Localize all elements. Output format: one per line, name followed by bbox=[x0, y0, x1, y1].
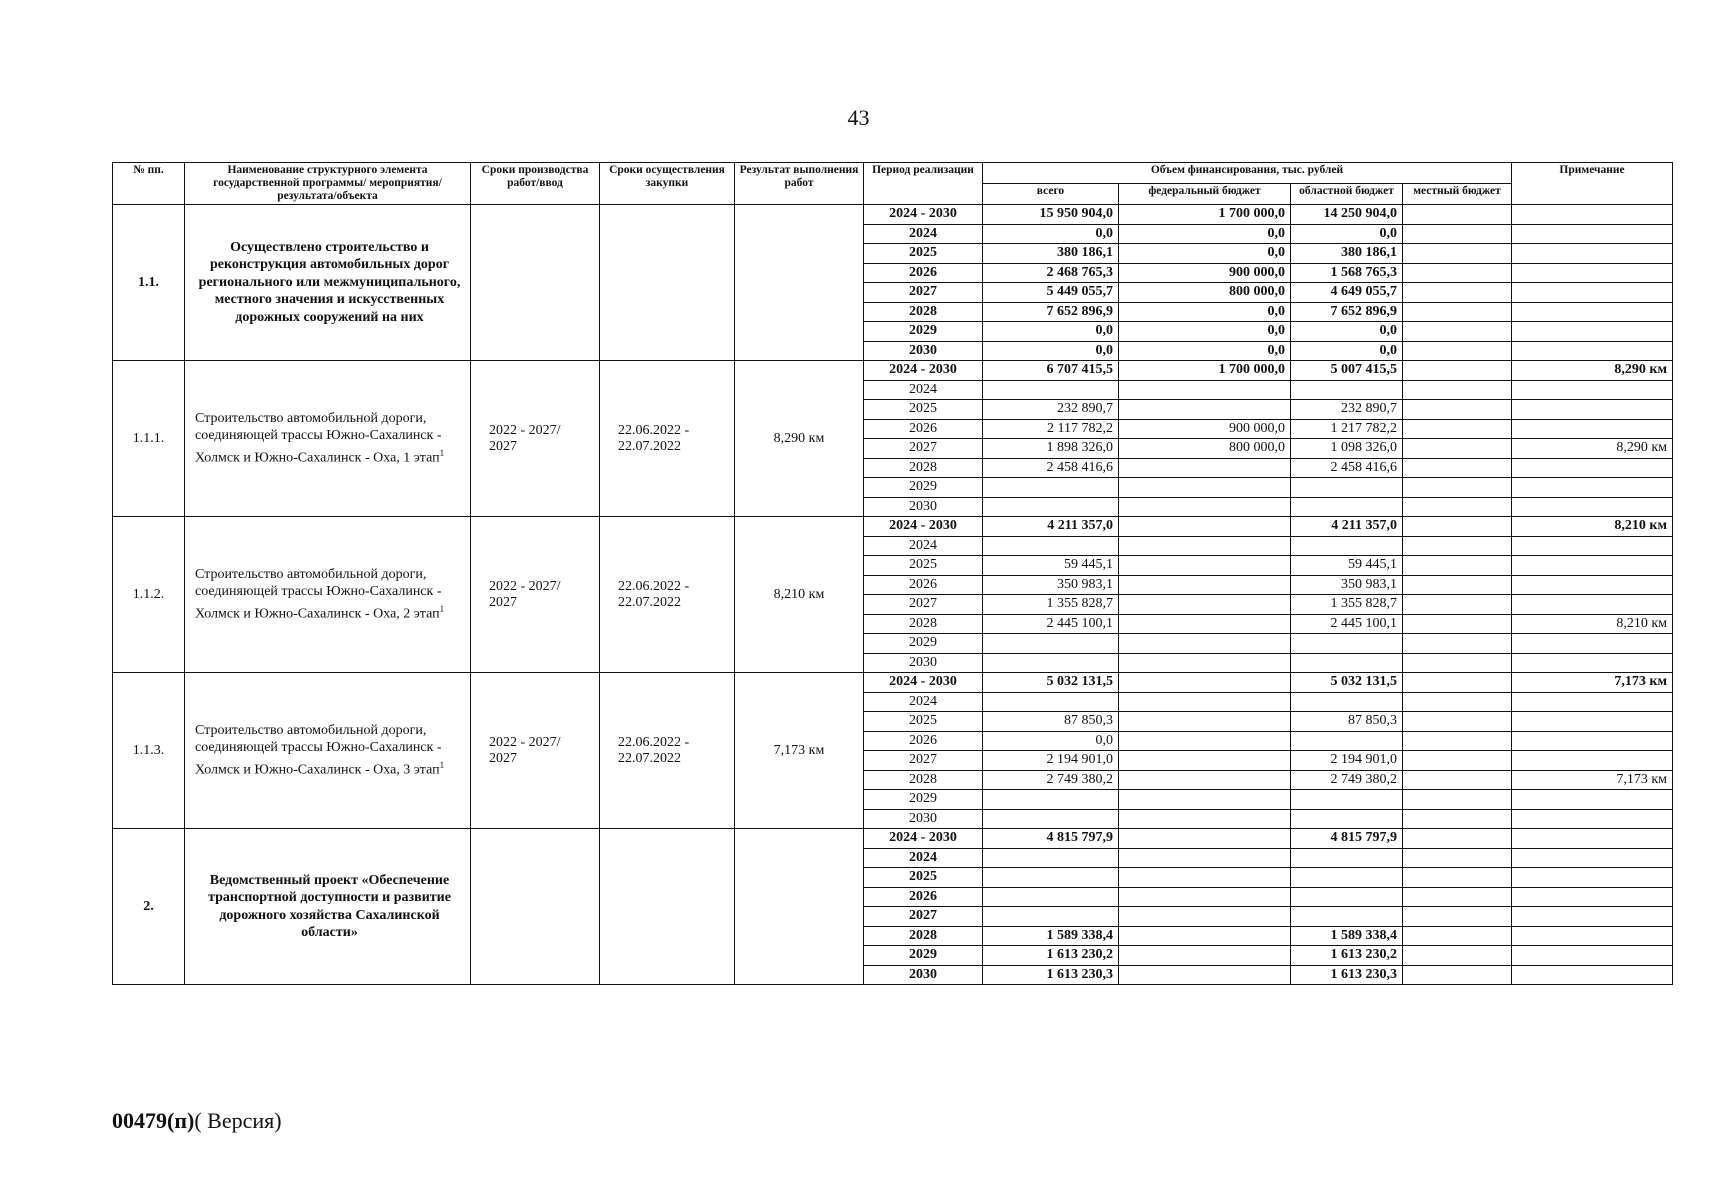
regional-cell: 0,0 bbox=[1291, 224, 1403, 244]
total-cell: 2 194 901,0 bbox=[983, 751, 1119, 771]
note-cell: 8,210 км bbox=[1512, 517, 1673, 537]
regional-cell bbox=[1291, 848, 1403, 868]
note-cell bbox=[1512, 478, 1673, 498]
total-cell: 87 850,3 bbox=[983, 712, 1119, 732]
header-dates: Сроки производства работ/ввод bbox=[471, 163, 600, 205]
note-cell bbox=[1512, 926, 1673, 946]
note-cell: 7,173 км bbox=[1512, 770, 1673, 790]
federal-cell: 0,0 bbox=[1119, 322, 1291, 342]
note-cell bbox=[1512, 302, 1673, 322]
element-name: Строительство автомобильной дороги, соединяющей трассы Южно-Сахалинск - Холмск и Южно-Сахалинск - Оха, 2 этап bbox=[195, 566, 442, 622]
total-cell: 232 890,7 bbox=[983, 400, 1119, 420]
total-cell bbox=[983, 790, 1119, 810]
total-cell: 350 983,1 bbox=[983, 575, 1119, 595]
element-name-cell bbox=[185, 361, 471, 517]
period-cell: 2027 bbox=[864, 439, 983, 459]
note-cell bbox=[1512, 244, 1673, 264]
federal-cell bbox=[1119, 458, 1291, 478]
local-cell bbox=[1403, 926, 1512, 946]
header-name: Наименование структурного элемента государственной программы/ мероприятия/результата/объекта bbox=[185, 163, 471, 205]
total-cell: 2 117 782,2 bbox=[983, 419, 1119, 439]
federal-cell bbox=[1119, 868, 1291, 888]
regional-cell: 4 211 357,0 bbox=[1291, 517, 1403, 537]
total-cell bbox=[983, 497, 1119, 517]
element-name-cell bbox=[185, 829, 471, 985]
federal-cell bbox=[1119, 751, 1291, 771]
period-cell: 2028 bbox=[864, 458, 983, 478]
page-number: 43 bbox=[847, 105, 870, 130]
purchase-dates bbox=[600, 205, 735, 361]
period-cell: 2028 bbox=[864, 926, 983, 946]
regional-cell bbox=[1291, 497, 1403, 517]
period-cell: 2026 bbox=[864, 731, 983, 751]
federal-cell: 0,0 bbox=[1119, 302, 1291, 322]
period-cell: 2024 - 2030 bbox=[864, 673, 983, 693]
regional-cell bbox=[1291, 536, 1403, 556]
local-cell bbox=[1403, 907, 1512, 927]
regional-cell: 232 890,7 bbox=[1291, 400, 1403, 420]
local-cell bbox=[1403, 673, 1512, 693]
total-cell bbox=[983, 634, 1119, 654]
work-result: 7,173 км bbox=[735, 673, 864, 829]
local-cell bbox=[1403, 536, 1512, 556]
regional-cell: 1 098 326,0 bbox=[1291, 439, 1403, 459]
local-cell bbox=[1403, 517, 1512, 537]
note-cell bbox=[1512, 809, 1673, 829]
header-number: № пп. bbox=[113, 163, 185, 205]
local-cell bbox=[1403, 205, 1512, 225]
period-cell: 2029 bbox=[864, 946, 983, 966]
local-cell bbox=[1403, 380, 1512, 400]
federal-cell bbox=[1119, 790, 1291, 810]
regional-cell bbox=[1291, 380, 1403, 400]
note-cell bbox=[1512, 887, 1673, 907]
total-cell: 5 449 055,7 bbox=[983, 283, 1119, 303]
total-cell bbox=[983, 887, 1119, 907]
total-cell: 2 458 416,6 bbox=[983, 458, 1119, 478]
regional-cell bbox=[1291, 868, 1403, 888]
work-result bbox=[735, 205, 864, 361]
federal-cell bbox=[1119, 653, 1291, 673]
period-cell: 2025 bbox=[864, 712, 983, 732]
regional-cell bbox=[1291, 653, 1403, 673]
federal-cell bbox=[1119, 536, 1291, 556]
funding-table bbox=[112, 162, 1673, 985]
note-cell: 8,290 км bbox=[1512, 439, 1673, 459]
element-name: Строительство автомобильной дороги, соединяющей трассы Южно-Сахалинск - Холмск и Южно-Сахалинск - Оха, 3 этап bbox=[195, 722, 442, 778]
federal-cell bbox=[1119, 556, 1291, 576]
regional-cell: 350 983,1 bbox=[1291, 575, 1403, 595]
federal-cell bbox=[1119, 478, 1291, 498]
local-cell bbox=[1403, 790, 1512, 810]
total-cell: 2 445 100,1 bbox=[983, 614, 1119, 634]
local-cell bbox=[1403, 692, 1512, 712]
local-cell bbox=[1403, 653, 1512, 673]
total-cell bbox=[983, 653, 1119, 673]
federal-cell bbox=[1119, 887, 1291, 907]
period-cell: 2024 - 2030 bbox=[864, 517, 983, 537]
local-cell bbox=[1403, 341, 1512, 361]
note-cell bbox=[1512, 341, 1673, 361]
header-regional: областной бюджет bbox=[1291, 184, 1403, 205]
work-result: 8,290 км bbox=[735, 361, 864, 517]
local-cell bbox=[1403, 595, 1512, 615]
local-cell bbox=[1403, 770, 1512, 790]
note-cell bbox=[1512, 224, 1673, 244]
note-cell bbox=[1512, 400, 1673, 420]
note-cell bbox=[1512, 965, 1673, 985]
local-cell bbox=[1403, 497, 1512, 517]
federal-cell bbox=[1119, 829, 1291, 849]
note-cell bbox=[1512, 322, 1673, 342]
note-cell bbox=[1512, 751, 1673, 771]
note-cell bbox=[1512, 731, 1673, 751]
total-cell: 0,0 bbox=[983, 322, 1119, 342]
federal-cell: 1 700 000,0 bbox=[1119, 361, 1291, 381]
purchase-dates: 22.06.2022 - 22.07.2022 bbox=[600, 673, 735, 829]
local-cell bbox=[1403, 887, 1512, 907]
regional-cell: 0,0 bbox=[1291, 341, 1403, 361]
document-version: ( Версия) bbox=[194, 1108, 282, 1133]
period-cell: 2029 bbox=[864, 790, 983, 810]
header-period: Период реализации bbox=[864, 163, 983, 205]
federal-cell: 0,0 bbox=[1119, 341, 1291, 361]
note-cell bbox=[1512, 868, 1673, 888]
regional-cell: 4 815 797,9 bbox=[1291, 829, 1403, 849]
local-cell bbox=[1403, 322, 1512, 342]
local-cell bbox=[1403, 419, 1512, 439]
period-cell: 2027 bbox=[864, 907, 983, 927]
period-cell: 2030 bbox=[864, 653, 983, 673]
total-cell: 380 186,1 bbox=[983, 244, 1119, 264]
regional-cell: 380 186,1 bbox=[1291, 244, 1403, 264]
regional-cell bbox=[1291, 634, 1403, 654]
total-cell: 0,0 bbox=[983, 731, 1119, 751]
header-purchase: Сроки осуществления закупки bbox=[600, 163, 735, 205]
federal-cell bbox=[1119, 965, 1291, 985]
total-cell: 4 815 797,9 bbox=[983, 829, 1119, 849]
federal-cell bbox=[1119, 731, 1291, 751]
regional-cell: 1 613 230,3 bbox=[1291, 965, 1403, 985]
note-cell bbox=[1512, 556, 1673, 576]
purchase-dates bbox=[600, 829, 735, 985]
footnote-mark: 1 bbox=[439, 759, 445, 770]
period-cell: 2024 bbox=[864, 536, 983, 556]
element-name: Ведомственный проект «Обеспечение транспортной доступности и развитие дорожного хозяйства Сахалинской области» bbox=[208, 872, 451, 940]
period-cell: 2027 bbox=[864, 751, 983, 771]
table-row bbox=[113, 829, 1673, 849]
period-cell: 2030 bbox=[864, 965, 983, 985]
federal-cell bbox=[1119, 946, 1291, 966]
row-number: 1.1.3. bbox=[113, 673, 185, 829]
total-cell: 4 211 357,0 bbox=[983, 517, 1119, 537]
local-cell bbox=[1403, 614, 1512, 634]
federal-cell bbox=[1119, 926, 1291, 946]
regional-cell: 7 652 896,9 bbox=[1291, 302, 1403, 322]
header-local: местный бюджет bbox=[1403, 184, 1512, 205]
note-cell: 7,173 км bbox=[1512, 673, 1673, 693]
local-cell bbox=[1403, 965, 1512, 985]
total-cell: 0,0 bbox=[983, 341, 1119, 361]
period-cell: 2030 bbox=[864, 341, 983, 361]
document-code: 00479(п) bbox=[112, 1108, 195, 1133]
federal-cell bbox=[1119, 575, 1291, 595]
table-row bbox=[113, 205, 1673, 225]
total-cell: 1 589 338,4 bbox=[983, 926, 1119, 946]
regional-cell bbox=[1291, 907, 1403, 927]
note-cell bbox=[1512, 419, 1673, 439]
regional-cell bbox=[1291, 478, 1403, 498]
regional-cell bbox=[1291, 887, 1403, 907]
note-cell bbox=[1512, 907, 1673, 927]
note-cell bbox=[1512, 692, 1673, 712]
period-cell: 2024 bbox=[864, 224, 983, 244]
total-cell: 5 032 131,5 bbox=[983, 673, 1119, 693]
period-cell: 2027 bbox=[864, 283, 983, 303]
note-cell bbox=[1512, 634, 1673, 654]
regional-cell: 4 649 055,7 bbox=[1291, 283, 1403, 303]
regional-cell: 87 850,3 bbox=[1291, 712, 1403, 732]
regional-cell: 1 568 765,3 bbox=[1291, 263, 1403, 283]
period-cell: 2028 bbox=[864, 302, 983, 322]
total-cell bbox=[983, 848, 1119, 868]
federal-cell bbox=[1119, 517, 1291, 537]
note-cell bbox=[1512, 380, 1673, 400]
total-cell: 7 652 896,9 bbox=[983, 302, 1119, 322]
period-cell: 2029 bbox=[864, 478, 983, 498]
period-cell: 2029 bbox=[864, 322, 983, 342]
note-cell bbox=[1512, 790, 1673, 810]
regional-cell: 2 458 416,6 bbox=[1291, 458, 1403, 478]
regional-cell: 59 445,1 bbox=[1291, 556, 1403, 576]
purchase-dates: 22.06.2022 - 22.07.2022 bbox=[600, 517, 735, 673]
local-cell bbox=[1403, 302, 1512, 322]
regional-cell: 1 613 230,2 bbox=[1291, 946, 1403, 966]
footnote-mark: 1 bbox=[439, 447, 445, 458]
header-total: всего bbox=[983, 184, 1119, 205]
period-cell: 2030 bbox=[864, 809, 983, 829]
total-cell bbox=[983, 536, 1119, 556]
document-footer bbox=[112, 1108, 282, 1134]
element-name-cell bbox=[185, 517, 471, 673]
period-cell: 2028 bbox=[864, 770, 983, 790]
total-cell: 1 355 828,7 bbox=[983, 595, 1119, 615]
element-name-cell bbox=[185, 205, 471, 361]
period-cell: 2024 bbox=[864, 692, 983, 712]
regional-cell bbox=[1291, 790, 1403, 810]
federal-cell: 800 000,0 bbox=[1119, 439, 1291, 459]
period-cell: 2026 bbox=[864, 887, 983, 907]
local-cell bbox=[1403, 868, 1512, 888]
work-dates: 2022 - 2027/ 2027 bbox=[471, 673, 600, 829]
federal-cell bbox=[1119, 380, 1291, 400]
work-result bbox=[735, 829, 864, 985]
local-cell bbox=[1403, 283, 1512, 303]
note-cell bbox=[1512, 536, 1673, 556]
federal-cell: 900 000,0 bbox=[1119, 263, 1291, 283]
local-cell bbox=[1403, 361, 1512, 381]
period-cell: 2028 bbox=[864, 614, 983, 634]
regional-cell bbox=[1291, 809, 1403, 829]
federal-cell bbox=[1119, 692, 1291, 712]
regional-cell: 1 355 828,7 bbox=[1291, 595, 1403, 615]
regional-cell: 1 217 782,2 bbox=[1291, 419, 1403, 439]
period-cell: 2024 bbox=[864, 848, 983, 868]
row-number: 1.1.1. bbox=[113, 361, 185, 517]
note-cell bbox=[1512, 263, 1673, 283]
period-cell: 2024 - 2030 bbox=[864, 361, 983, 381]
local-cell bbox=[1403, 244, 1512, 264]
total-cell: 6 707 415,5 bbox=[983, 361, 1119, 381]
period-cell: 2024 - 2030 bbox=[864, 205, 983, 225]
regional-cell: 5 032 131,5 bbox=[1291, 673, 1403, 693]
local-cell bbox=[1403, 751, 1512, 771]
total-cell: 0,0 bbox=[983, 224, 1119, 244]
note-cell bbox=[1512, 829, 1673, 849]
table-body bbox=[113, 205, 1673, 985]
total-cell: 15 950 904,0 bbox=[983, 205, 1119, 225]
note-cell bbox=[1512, 653, 1673, 673]
period-cell: 2024 - 2030 bbox=[864, 829, 983, 849]
federal-cell bbox=[1119, 634, 1291, 654]
period-cell: 2026 bbox=[864, 419, 983, 439]
note-cell: 8,290 км bbox=[1512, 361, 1673, 381]
federal-cell bbox=[1119, 809, 1291, 829]
total-cell bbox=[983, 907, 1119, 927]
total-cell bbox=[983, 868, 1119, 888]
period-cell: 2026 bbox=[864, 263, 983, 283]
total-cell bbox=[983, 692, 1119, 712]
table-header bbox=[113, 163, 1673, 205]
local-cell bbox=[1403, 634, 1512, 654]
period-cell: 2029 bbox=[864, 634, 983, 654]
regional-cell: 14 250 904,0 bbox=[1291, 205, 1403, 225]
note-cell bbox=[1512, 848, 1673, 868]
total-cell: 2 749 380,2 bbox=[983, 770, 1119, 790]
federal-cell bbox=[1119, 770, 1291, 790]
period-cell: 2025 bbox=[864, 244, 983, 264]
period-cell: 2024 bbox=[864, 380, 983, 400]
federal-cell bbox=[1119, 673, 1291, 693]
element-name: Строительство автомобильной дороги, соединяющей трассы Южно-Сахалинск - Холмск и Южно-Сахалинск - Оха, 1 этап bbox=[195, 410, 442, 466]
note-cell bbox=[1512, 283, 1673, 303]
element-name: Осуществлено строительство и реконструкция автомобильных дорог регионального или межмуниципального, местного значения и искусственных дорожных сооружений на них bbox=[198, 239, 461, 325]
local-cell bbox=[1403, 400, 1512, 420]
header-funding: Объем финансирования, тыс. рублей bbox=[983, 163, 1512, 184]
total-cell: 1 613 230,2 bbox=[983, 946, 1119, 966]
header-result: Результат выполнения работ bbox=[735, 163, 864, 205]
note-cell bbox=[1512, 575, 1673, 595]
purchase-dates: 22.06.2022 - 22.07.2022 bbox=[600, 361, 735, 517]
total-cell: 1 898 326,0 bbox=[983, 439, 1119, 459]
local-cell bbox=[1403, 439, 1512, 459]
row-number: 1.1. bbox=[113, 205, 185, 361]
local-cell bbox=[1403, 848, 1512, 868]
total-cell: 1 613 230,3 bbox=[983, 965, 1119, 985]
regional-cell: 2 194 901,0 bbox=[1291, 751, 1403, 771]
total-cell: 2 468 765,3 bbox=[983, 263, 1119, 283]
period-cell: 2030 bbox=[864, 497, 983, 517]
total-cell bbox=[983, 809, 1119, 829]
table-row bbox=[113, 517, 1673, 537]
header-note: Примечание bbox=[1512, 163, 1673, 205]
local-cell bbox=[1403, 478, 1512, 498]
local-cell bbox=[1403, 556, 1512, 576]
total-cell: 59 445,1 bbox=[983, 556, 1119, 576]
work-result: 8,210 км bbox=[735, 517, 864, 673]
note-cell bbox=[1512, 595, 1673, 615]
period-cell: 2025 bbox=[864, 556, 983, 576]
note-cell bbox=[1512, 712, 1673, 732]
work-dates bbox=[471, 205, 600, 361]
row-number: 1.1.2. bbox=[113, 517, 185, 673]
note-cell bbox=[1512, 946, 1673, 966]
local-cell bbox=[1403, 224, 1512, 244]
federal-cell bbox=[1119, 614, 1291, 634]
period-cell: 2026 bbox=[864, 575, 983, 595]
period-cell: 2027 bbox=[864, 595, 983, 615]
table-row bbox=[113, 361, 1673, 381]
local-cell bbox=[1403, 458, 1512, 478]
local-cell bbox=[1403, 809, 1512, 829]
regional-cell: 0,0 bbox=[1291, 322, 1403, 342]
work-dates bbox=[471, 829, 600, 985]
total-cell bbox=[983, 478, 1119, 498]
element-name-cell bbox=[185, 673, 471, 829]
regional-cell bbox=[1291, 692, 1403, 712]
table-row bbox=[113, 673, 1673, 693]
local-cell bbox=[1403, 731, 1512, 751]
work-dates: 2022 - 2027/ 2027 bbox=[471, 361, 600, 517]
regional-cell: 2 445 100,1 bbox=[1291, 614, 1403, 634]
regional-cell: 5 007 415,5 bbox=[1291, 361, 1403, 381]
total-cell bbox=[983, 380, 1119, 400]
header-federal: федеральный бюджет bbox=[1119, 184, 1291, 205]
local-cell bbox=[1403, 829, 1512, 849]
federal-cell bbox=[1119, 848, 1291, 868]
federal-cell: 1 700 000,0 bbox=[1119, 205, 1291, 225]
federal-cell bbox=[1119, 497, 1291, 517]
local-cell bbox=[1403, 712, 1512, 732]
regional-cell: 2 749 380,2 bbox=[1291, 770, 1403, 790]
period-cell: 2025 bbox=[864, 400, 983, 420]
local-cell bbox=[1403, 575, 1512, 595]
regional-cell bbox=[1291, 731, 1403, 751]
local-cell bbox=[1403, 946, 1512, 966]
work-dates: 2022 - 2027/ 2027 bbox=[471, 517, 600, 673]
federal-cell bbox=[1119, 595, 1291, 615]
federal-cell bbox=[1119, 907, 1291, 927]
footnote-mark: 1 bbox=[439, 603, 445, 614]
note-cell bbox=[1512, 205, 1673, 225]
note-cell bbox=[1512, 497, 1673, 517]
row-number: 2. bbox=[113, 829, 185, 985]
federal-cell bbox=[1119, 400, 1291, 420]
local-cell bbox=[1403, 263, 1512, 283]
federal-cell: 0,0 bbox=[1119, 224, 1291, 244]
federal-cell bbox=[1119, 712, 1291, 732]
federal-cell: 900 000,0 bbox=[1119, 419, 1291, 439]
note-cell: 8,210 км bbox=[1512, 614, 1673, 634]
note-cell bbox=[1512, 458, 1673, 478]
regional-cell: 1 589 338,4 bbox=[1291, 926, 1403, 946]
period-cell: 2025 bbox=[864, 868, 983, 888]
federal-cell: 0,0 bbox=[1119, 244, 1291, 264]
federal-cell: 800 000,0 bbox=[1119, 283, 1291, 303]
